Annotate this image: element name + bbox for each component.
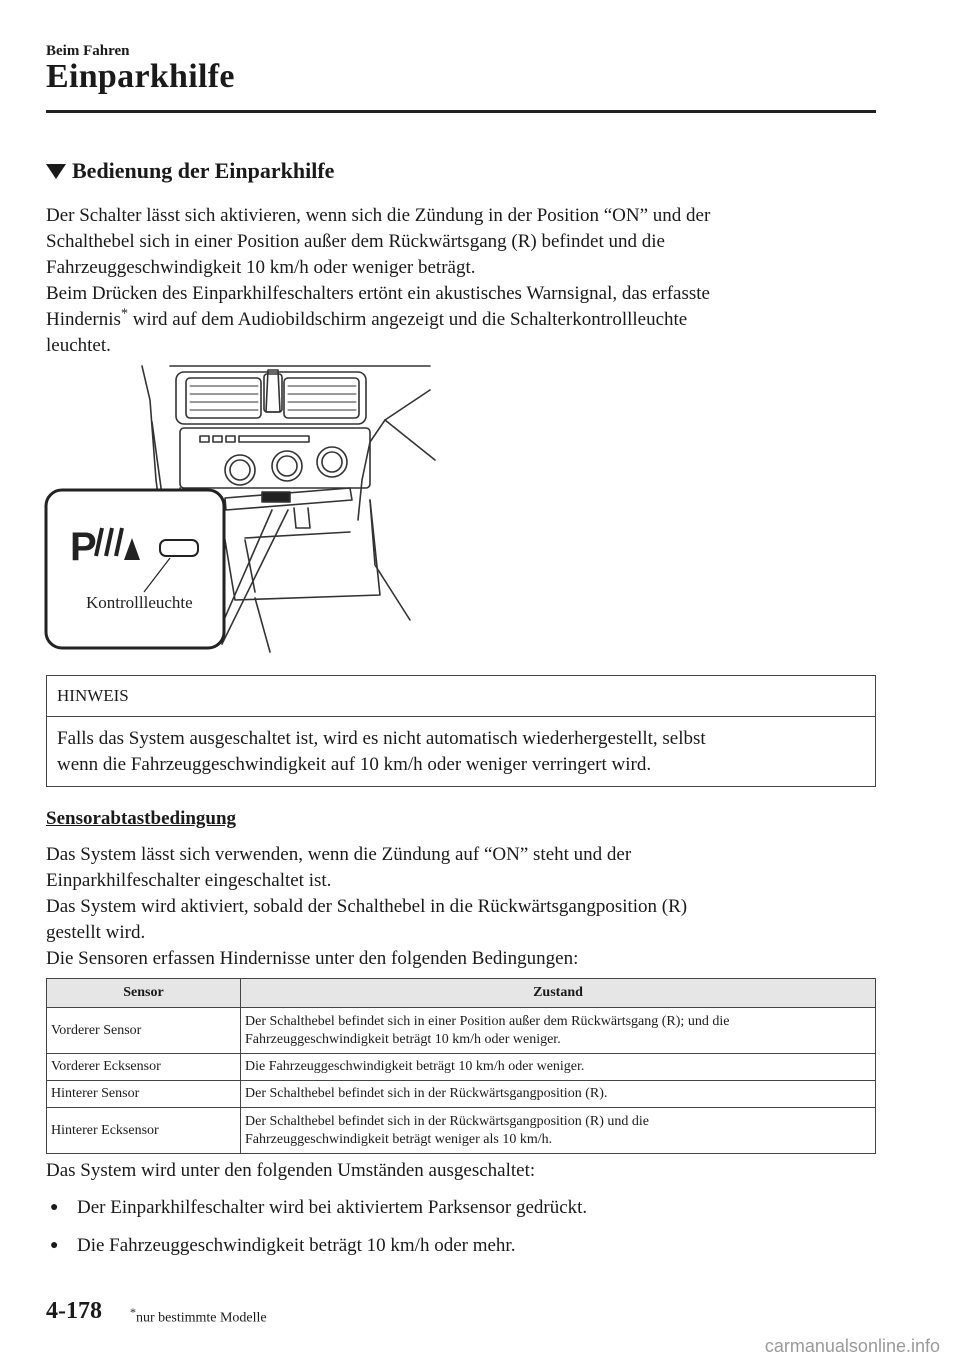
note-line: wenn die Fahrzeuggeschwindigkeit auf 10 km/h oder weniger verringert wird.	[57, 754, 652, 775]
watermark: carmanualsonline.info	[764, 1336, 940, 1356]
table-cell-zustand	[241, 1108, 876, 1154]
page-number: 4-178	[46, 1298, 102, 1324]
shutdown-intro: Das System wird unter den folgenden Umständen ausgeschaltet:	[46, 1160, 536, 1181]
asterisk-icon: *	[120, 306, 128, 322]
intro-line: leuchtet.	[46, 335, 111, 356]
column-header-sensor: Sensor	[47, 979, 241, 1008]
intro-paragraph	[46, 203, 876, 359]
section-label: Beim Fahren	[46, 43, 130, 59]
triangle-down-icon	[46, 164, 66, 179]
subsection-heading: Sensorabtastbedingung	[46, 808, 237, 829]
sensing-line: Einparkhilfeschalter eingeschaltet ist.	[46, 870, 332, 891]
footnote	[130, 1305, 267, 1327]
note-line: Falls das System ausgeschaltet ist, wird es nicht automatisch wiederhergestellt, selbst	[57, 728, 706, 749]
asterisk-icon: *	[130, 1305, 136, 1319]
callout-label: Kontrollleuchte	[86, 593, 193, 612]
cell-line: Fahrzeuggeschwindigkeit beträgt 10 km/h oder weniger.	[245, 1031, 561, 1047]
bullet-icon: ●	[50, 1200, 59, 1215]
sensing-paragraph	[46, 842, 876, 972]
column-header-zustand: Zustand	[241, 979, 876, 1008]
table-cell-zustand	[241, 1008, 876, 1054]
note-body	[47, 717, 875, 787]
section-heading-text: Bedienung der Einparkhilfe	[72, 158, 335, 183]
table-cell-sensor: Hinterer Ecksensor	[47, 1108, 241, 1154]
intro-line-b: wird auf dem Audiobildschirm angezeigt und die Schalterkontrollleuchte	[132, 309, 688, 330]
list-item-text: Der Einparkhilfeschalter wird bei aktiviertem Parksensor gedrückt.	[77, 1197, 588, 1218]
table-cell-sensor: Vorderer Ecksensor	[47, 1054, 241, 1081]
sensing-line: Das System wird aktiviert, sobald der Schalthebel in die Rückwärtsgangposition (R)	[46, 896, 688, 917]
note-box	[46, 675, 876, 787]
table-row	[47, 1008, 876, 1054]
callout-box	[46, 490, 224, 648]
parking-symbol: P	[70, 525, 97, 569]
sensing-line: gestellt wird.	[46, 922, 146, 943]
intro-line: Fahrzeuggeschwindigkeit 10 km/h oder weniger beträgt.	[46, 257, 476, 278]
footnote-text: nur bestimmte Modelle	[136, 1310, 267, 1326]
table-row	[47, 1054, 876, 1081]
section-heading	[46, 158, 334, 184]
intro-line: Beim Drücken des Einparkhilfeschalters ertönt ein akustisches Warnsignal, das erfasste	[46, 283, 710, 304]
note-header: HINWEIS	[47, 676, 875, 717]
table-cell-sensor: Hinterer Sensor	[47, 1081, 241, 1108]
cell-line: Der Schalthebel befindet sich in einer Position außer dem Rückwärtsgang (R); und die	[245, 1013, 730, 1029]
intro-line-a: Hindernis	[46, 309, 121, 330]
page-title: Einparkhilfe	[46, 58, 235, 95]
table-cell-zustand: Die Fahrzeuggeschwindigkeit beträgt 10 km/h oder weniger.	[241, 1054, 876, 1081]
list-item-text: Die Fahrzeuggeschwindigkeit beträgt 10 km/h oder mehr.	[77, 1235, 516, 1256]
table-row	[47, 1081, 876, 1108]
intro-line: Der Schalter lässt sich aktivieren, wenn sich die Zündung in der Position “ON” und der	[46, 205, 711, 226]
sensing-line: Das System lässt sich verwenden, wenn die Zündung auf “ON” steht und der	[46, 844, 632, 865]
list-item	[46, 1195, 587, 1221]
table-cell-sensor: Vorderer Sensor	[47, 1008, 241, 1054]
console-illustration	[40, 360, 440, 655]
table-row	[47, 1108, 876, 1154]
table-header-row	[47, 979, 876, 1008]
sensing-line: Die Sensoren erfassen Hindernisse unter den folgenden Bedingungen:	[46, 948, 579, 969]
cell-line: Der Schalthebel befindet sich in der Rückwärtsgangposition (R) und die	[245, 1113, 649, 1129]
intro-line: Schalthebel sich in einer Position außer dem Rückwärtsgang (R) befindet und die	[46, 231, 665, 252]
bullet-icon: ●	[50, 1238, 59, 1253]
list-item	[46, 1233, 515, 1259]
cell-line: Fahrzeuggeschwindigkeit beträgt weniger als 10 km/h.	[245, 1131, 553, 1147]
table-cell-zustand: Der Schalthebel befindet sich in der Rückwärtsgangposition (R).	[241, 1081, 876, 1108]
title-rule	[46, 110, 876, 113]
sensor-conditions-table	[46, 978, 876, 1154]
intro-line	[46, 307, 876, 333]
